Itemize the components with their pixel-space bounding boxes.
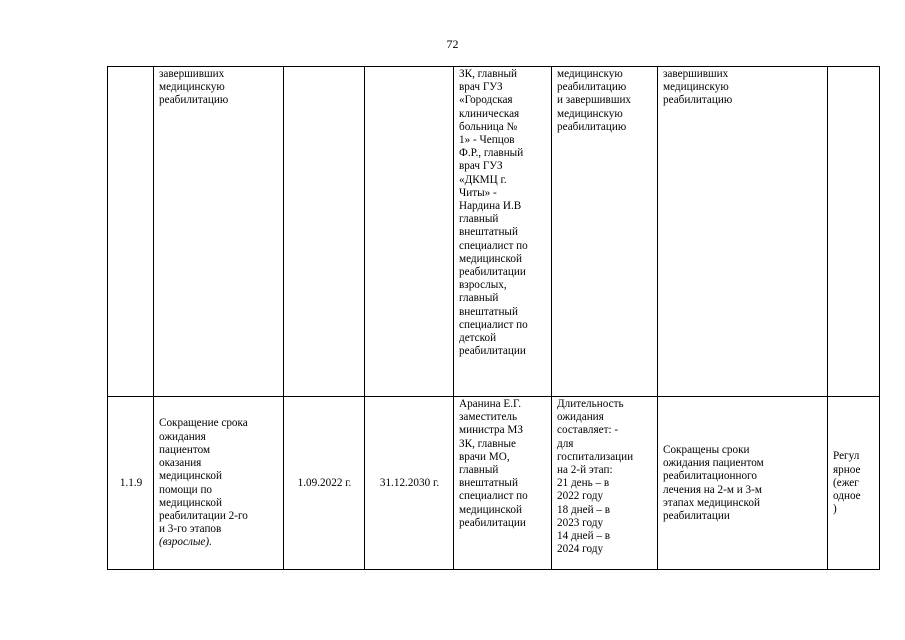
cell-text-line: больница № [459,120,518,133]
cell-text-line: реабилитацию [557,81,627,94]
table-row [108,67,880,397]
cell-text-line: внештатный [459,226,518,239]
cell-text-line: на 2-й этап: [557,464,613,477]
cell-text-line: завершивших [663,68,729,80]
cell-result [658,397,828,570]
cell-text-line: главный [459,464,499,477]
cell-text-line: ожидания пациентом [663,457,764,470]
cell-text-line: детской [459,332,497,345]
cell-end-date [365,67,454,397]
cell-text-line: составляет: - [557,424,619,437]
cell-text-line: медицинскую [557,107,623,120]
measures-table [107,66,880,570]
cell-text-line: врач ГУЗ [459,160,503,173]
measure-name-note: (взрослые). [159,536,212,549]
cell-text-line: 2023 году [557,516,604,529]
cell-text-line: «Городская [459,94,513,107]
cell-text-line: Аранина Е.Г. [459,398,521,410]
cell-text-line: медицинской [459,252,522,265]
cell-text-line: для [557,437,574,450]
cell-text-line: ожидания [557,411,604,424]
cell-text-line: 14 дней – в [557,530,611,543]
cell-text-line: Нардина И.В [459,200,522,213]
cell-text-line: 1» - Чепцов [459,134,515,147]
cell-text-line: оказания [159,457,202,470]
cell-text-line: главный [459,213,499,226]
cell-text-line: помощи по [159,483,213,496]
cell-measure-name [154,397,284,570]
cell-text-line: 2024 году [557,543,604,556]
cell-frequency [828,397,880,570]
cell-number: 1.1.9 [108,397,154,570]
cell-text-line: Сокращены сроки [663,443,750,456]
cell-text-line: Сокращение срока [159,417,248,430]
cell-text-line: Регул [833,450,860,463]
cell-responsible [454,397,552,570]
cell-text-line: ярное [833,463,861,476]
cell-text-line: ЗК, главные [459,437,516,450]
cell-number [108,67,154,397]
cell-frequency [828,67,880,397]
cell-responsible [454,67,552,397]
cell-text-line: клиническая [459,107,520,120]
measure-name-lines [159,417,279,536]
cell-text-line: специалист по [459,490,528,503]
cell-text-line: завершивших [159,68,225,80]
cell-text-line: «ДКМЦ г. [459,173,507,186]
cell-text-line: Длительность [557,398,624,410]
cell-text-line: главный [459,292,499,305]
cell-text-line: внештатный [459,305,518,318]
cell-text-line: министра МЗ [459,424,523,437]
cell-text-line: ожидания [159,430,206,443]
cell-text-line: 18 дней – в [557,503,611,516]
cell-text-line: реабилитации 2-го [159,509,248,522]
cell-text-line: специалист по [459,318,528,331]
cell-text-line: 21 день – в [557,477,610,490]
cell-text-line: медицинской [159,470,222,483]
table-row [108,397,880,570]
cell-indicator [552,67,658,397]
cell-text-line: (ежег [833,476,859,489]
cell-text-line: ) [833,503,837,516]
cell-text-line: внештатный [459,477,518,490]
cell-text-line: врачи МО, [459,450,510,463]
cell-result [658,67,828,397]
cell-text-line: реабилитации [459,516,526,529]
cell-text-line: медицинской [159,496,222,509]
cell-start-date [284,67,365,397]
cell-start-date: 1.09.2022 г. [284,397,365,570]
cell-indicator [552,397,658,570]
cell-text-line: реабилитации [663,509,730,522]
cell-text-line: медицинской [459,503,522,516]
cell-text-line: реабилитацию [557,120,627,133]
cell-text-line: и 3-го этапов [159,523,222,536]
cell-text-line: реабилитации [459,266,526,279]
cell-text-line: медицинскую [159,81,225,94]
cell-text-line: этапах медицинской [663,496,760,509]
cell-text-line: Читы» - [459,186,497,199]
cell-text-line: одное [833,490,861,503]
cell-measure-name [154,67,284,397]
cell-text-line: взрослых, [459,279,507,292]
cell-text-line: реабилитационного [663,470,757,483]
cell-text-line: ЗК, главный [459,68,518,80]
cell-text-line: Ф.Р., главный [459,147,524,160]
cell-text-line: лечения на 2-м и 3-м [663,483,762,496]
cell-text-line: и завершивших [557,94,632,107]
cell-text-line: пациентом [159,443,211,456]
cell-text-line: специалист по [459,239,528,252]
cell-end-date: 31.12.2030 г. [365,397,454,570]
cell-text-line: 2022 году [557,490,604,503]
cell-text-line: врач ГУЗ [459,81,503,94]
cell-text-line: реабилитацию [159,94,229,107]
cell-text-line: госпитализации [557,450,634,463]
cell-text-line: реабилитацию [663,94,733,107]
cell-text-line: медицинскую [557,68,623,80]
page-number: 72 [446,37,459,51]
cell-text-line: реабилитации [459,345,526,358]
cell-text-line: заместитель [459,411,518,424]
cell-text-line: медицинскую [663,81,729,94]
